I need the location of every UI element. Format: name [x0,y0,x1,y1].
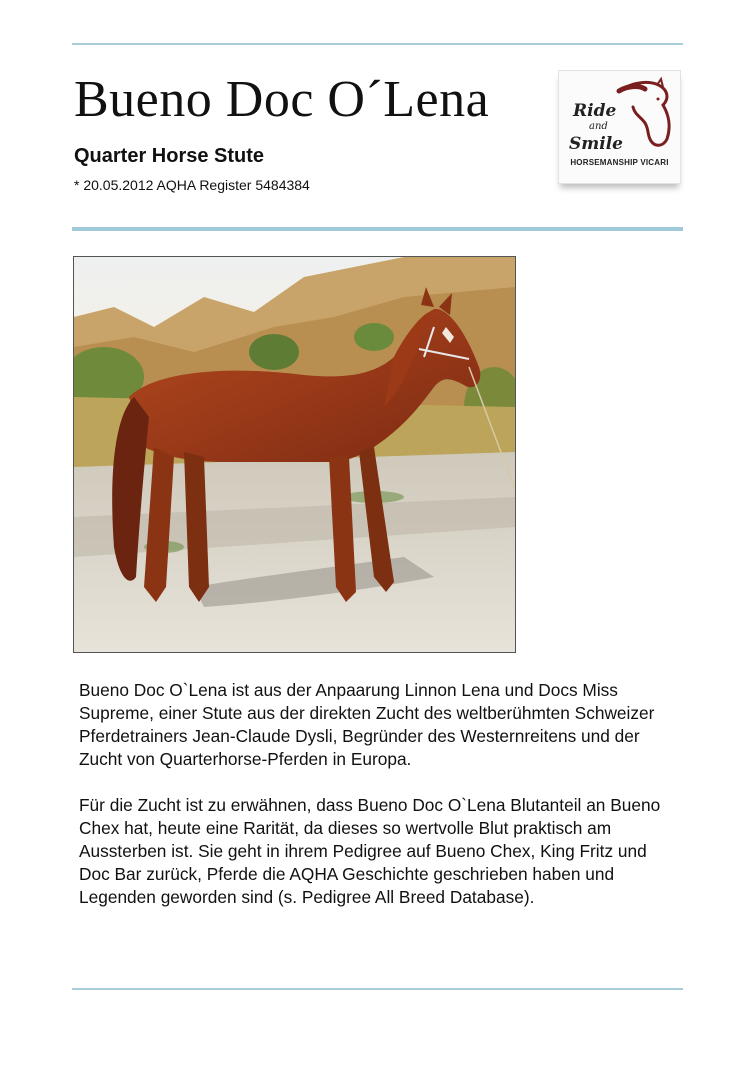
registration-info: * 20.05.2012 AQHA Register 5484384 [74,177,310,193]
page-title: Bueno Doc O´Lena [74,71,490,128]
logo-caption: HORSEMANSHIP VICARI [570,158,669,167]
logo-word-and: and [589,121,608,132]
top-divider [72,43,683,45]
bottom-divider [72,988,683,990]
description [79,679,679,932]
chestnut-horse-photo [73,256,516,653]
description-paragraph-1: Bueno Doc O`Lena ist aus der Anpaarung Linnon Lena und Docs Miss Supreme, einer Stute aus der direkten Zucht des weltberühmten Schweizer Pferdetrainers Jean-Claude Dysli, Begründer des Westernreitens und der Zucht von Quarterhorse-Pferden in Europa. [79,680,655,769]
logo-word-ride: Ride [573,101,617,121]
description-paragraph-2: Für die Zucht ist zu erwähnen, dass Bueno Doc O`Lena Blutanteil an Bueno Chex hat, heute eine Rarität, da dieses so wertvolle Blut praktisch am Aussterben ist. Sie geht in ihrem Pedigree auf Bueno Chex, King Fritz und Doc Bar zurück, Pferde die AQHA Geschichte geschrieben haben und Legenden geworden sind (s. Pedigree All Breed Database). [79,795,661,907]
logo-word-smile: Smile [569,134,623,154]
header-divider [72,227,683,231]
page-subtitle: Quarter Horse Stute [74,145,265,167]
ride-and-smile-logo [558,70,681,184]
